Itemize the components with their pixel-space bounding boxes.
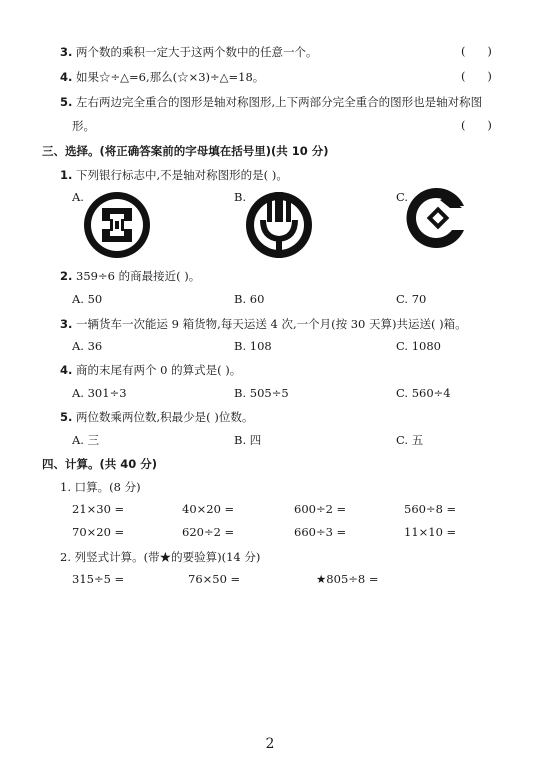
oral-calc-item: 70×20 = xyxy=(72,525,125,539)
option-b: B. 108 xyxy=(234,339,272,353)
ccb-logo-icon xyxy=(406,186,470,250)
item-number: 5. xyxy=(60,95,73,109)
option-c: C. 五 xyxy=(396,433,424,447)
vertical-calc-item: ★805÷8 = xyxy=(316,572,379,586)
option-b: B. 四 xyxy=(234,433,262,447)
choice-question-5 xyxy=(60,409,253,425)
item-text: 如果☆÷△=6,那么(☆×3)÷△=18。 xyxy=(76,70,265,84)
judge-item-3 xyxy=(60,44,318,60)
vertical-calc-item: 315÷5 = xyxy=(72,572,125,586)
item-number: 3. xyxy=(60,317,73,331)
item-text: 商的末尾有两个 0 的算式是( )。 xyxy=(76,363,242,377)
option-a: A. 36 xyxy=(72,339,103,353)
item-text: 下列银行标志中,不是轴对称图形的是( )。 xyxy=(76,168,288,182)
answer-paren[interactable]: ( ) xyxy=(461,69,492,83)
vertical-calc-item: 76×50 = xyxy=(188,572,241,586)
oral-calc-item: 660÷3 = xyxy=(294,525,347,539)
item-number: 3. xyxy=(60,45,73,59)
answer-paren[interactable]: ( ) xyxy=(461,118,492,132)
item-text: 两位数乘两位数,积最少是( )位数。 xyxy=(76,410,254,424)
oral-calc-item: 40×20 = xyxy=(182,502,235,516)
judge-item-4 xyxy=(60,69,264,85)
option-c: C. 560÷4 xyxy=(396,386,451,400)
option-c: C. 1080 xyxy=(396,339,441,353)
oral-calc-title: 1. 口算。(8 分) xyxy=(60,480,141,494)
option-b: B. 505÷5 xyxy=(234,386,289,400)
icbc-logo-icon xyxy=(82,190,152,260)
choice-question-4 xyxy=(60,362,241,378)
option-a: A. 三 xyxy=(72,433,100,447)
choice-question-2 xyxy=(60,268,200,284)
option-a: A. xyxy=(72,190,84,204)
option-a: A. 50 xyxy=(72,292,103,306)
choice-question-3 xyxy=(60,316,467,332)
option-c: C. xyxy=(396,190,409,204)
item-number: 4. xyxy=(60,363,73,377)
option-c: C. 70 xyxy=(396,292,427,306)
item-text: 左右两边完全重合的图形是轴对称图形,上下两部分完全重合的图形也是轴对称图 xyxy=(76,95,483,109)
choice-question-1 xyxy=(60,167,288,183)
item-text: 一辆货车一次能运 9 箱货物,每天运送 4 次,一个月(按 30 天算)共运送( )箱。 xyxy=(76,317,467,331)
item-number: 5. xyxy=(60,410,73,424)
page-number: 2 xyxy=(265,736,275,752)
option-b: B. xyxy=(234,190,247,204)
judge-item-5 xyxy=(60,94,482,110)
judge-item-5-cont: 形。 xyxy=(72,119,95,133)
item-number: 4. xyxy=(60,70,73,84)
item-number: 2. xyxy=(60,269,73,283)
oral-calc-item: 21×30 = xyxy=(72,502,125,516)
oral-calc-item: 560÷8 = xyxy=(404,502,457,516)
option-a: A. 301÷3 xyxy=(72,386,127,400)
item-text: 359÷6 的商最接近( )。 xyxy=(76,269,201,283)
option-b: B. 60 xyxy=(234,292,265,306)
oral-calc-item: 11×10 = xyxy=(404,525,457,539)
item-text: 两个数的乘积一定大于这两个数中的任意一个。 xyxy=(76,45,318,59)
vertical-calc-title: 2. 列竖式计算。(带★的要验算)(14 分) xyxy=(60,550,261,564)
section-title-calc: 四、计算。(共 40 分) xyxy=(42,457,158,471)
abc-logo-icon xyxy=(244,190,314,260)
answer-paren[interactable]: ( ) xyxy=(461,44,492,58)
oral-calc-item: 620÷2 = xyxy=(182,525,235,539)
section-title-choice: 三、选择。(将正确答案前的字母填在括号里)(共 10 分) xyxy=(42,144,329,158)
oral-calc-item: 600÷2 = xyxy=(294,502,347,516)
item-number: 1. xyxy=(60,168,73,182)
